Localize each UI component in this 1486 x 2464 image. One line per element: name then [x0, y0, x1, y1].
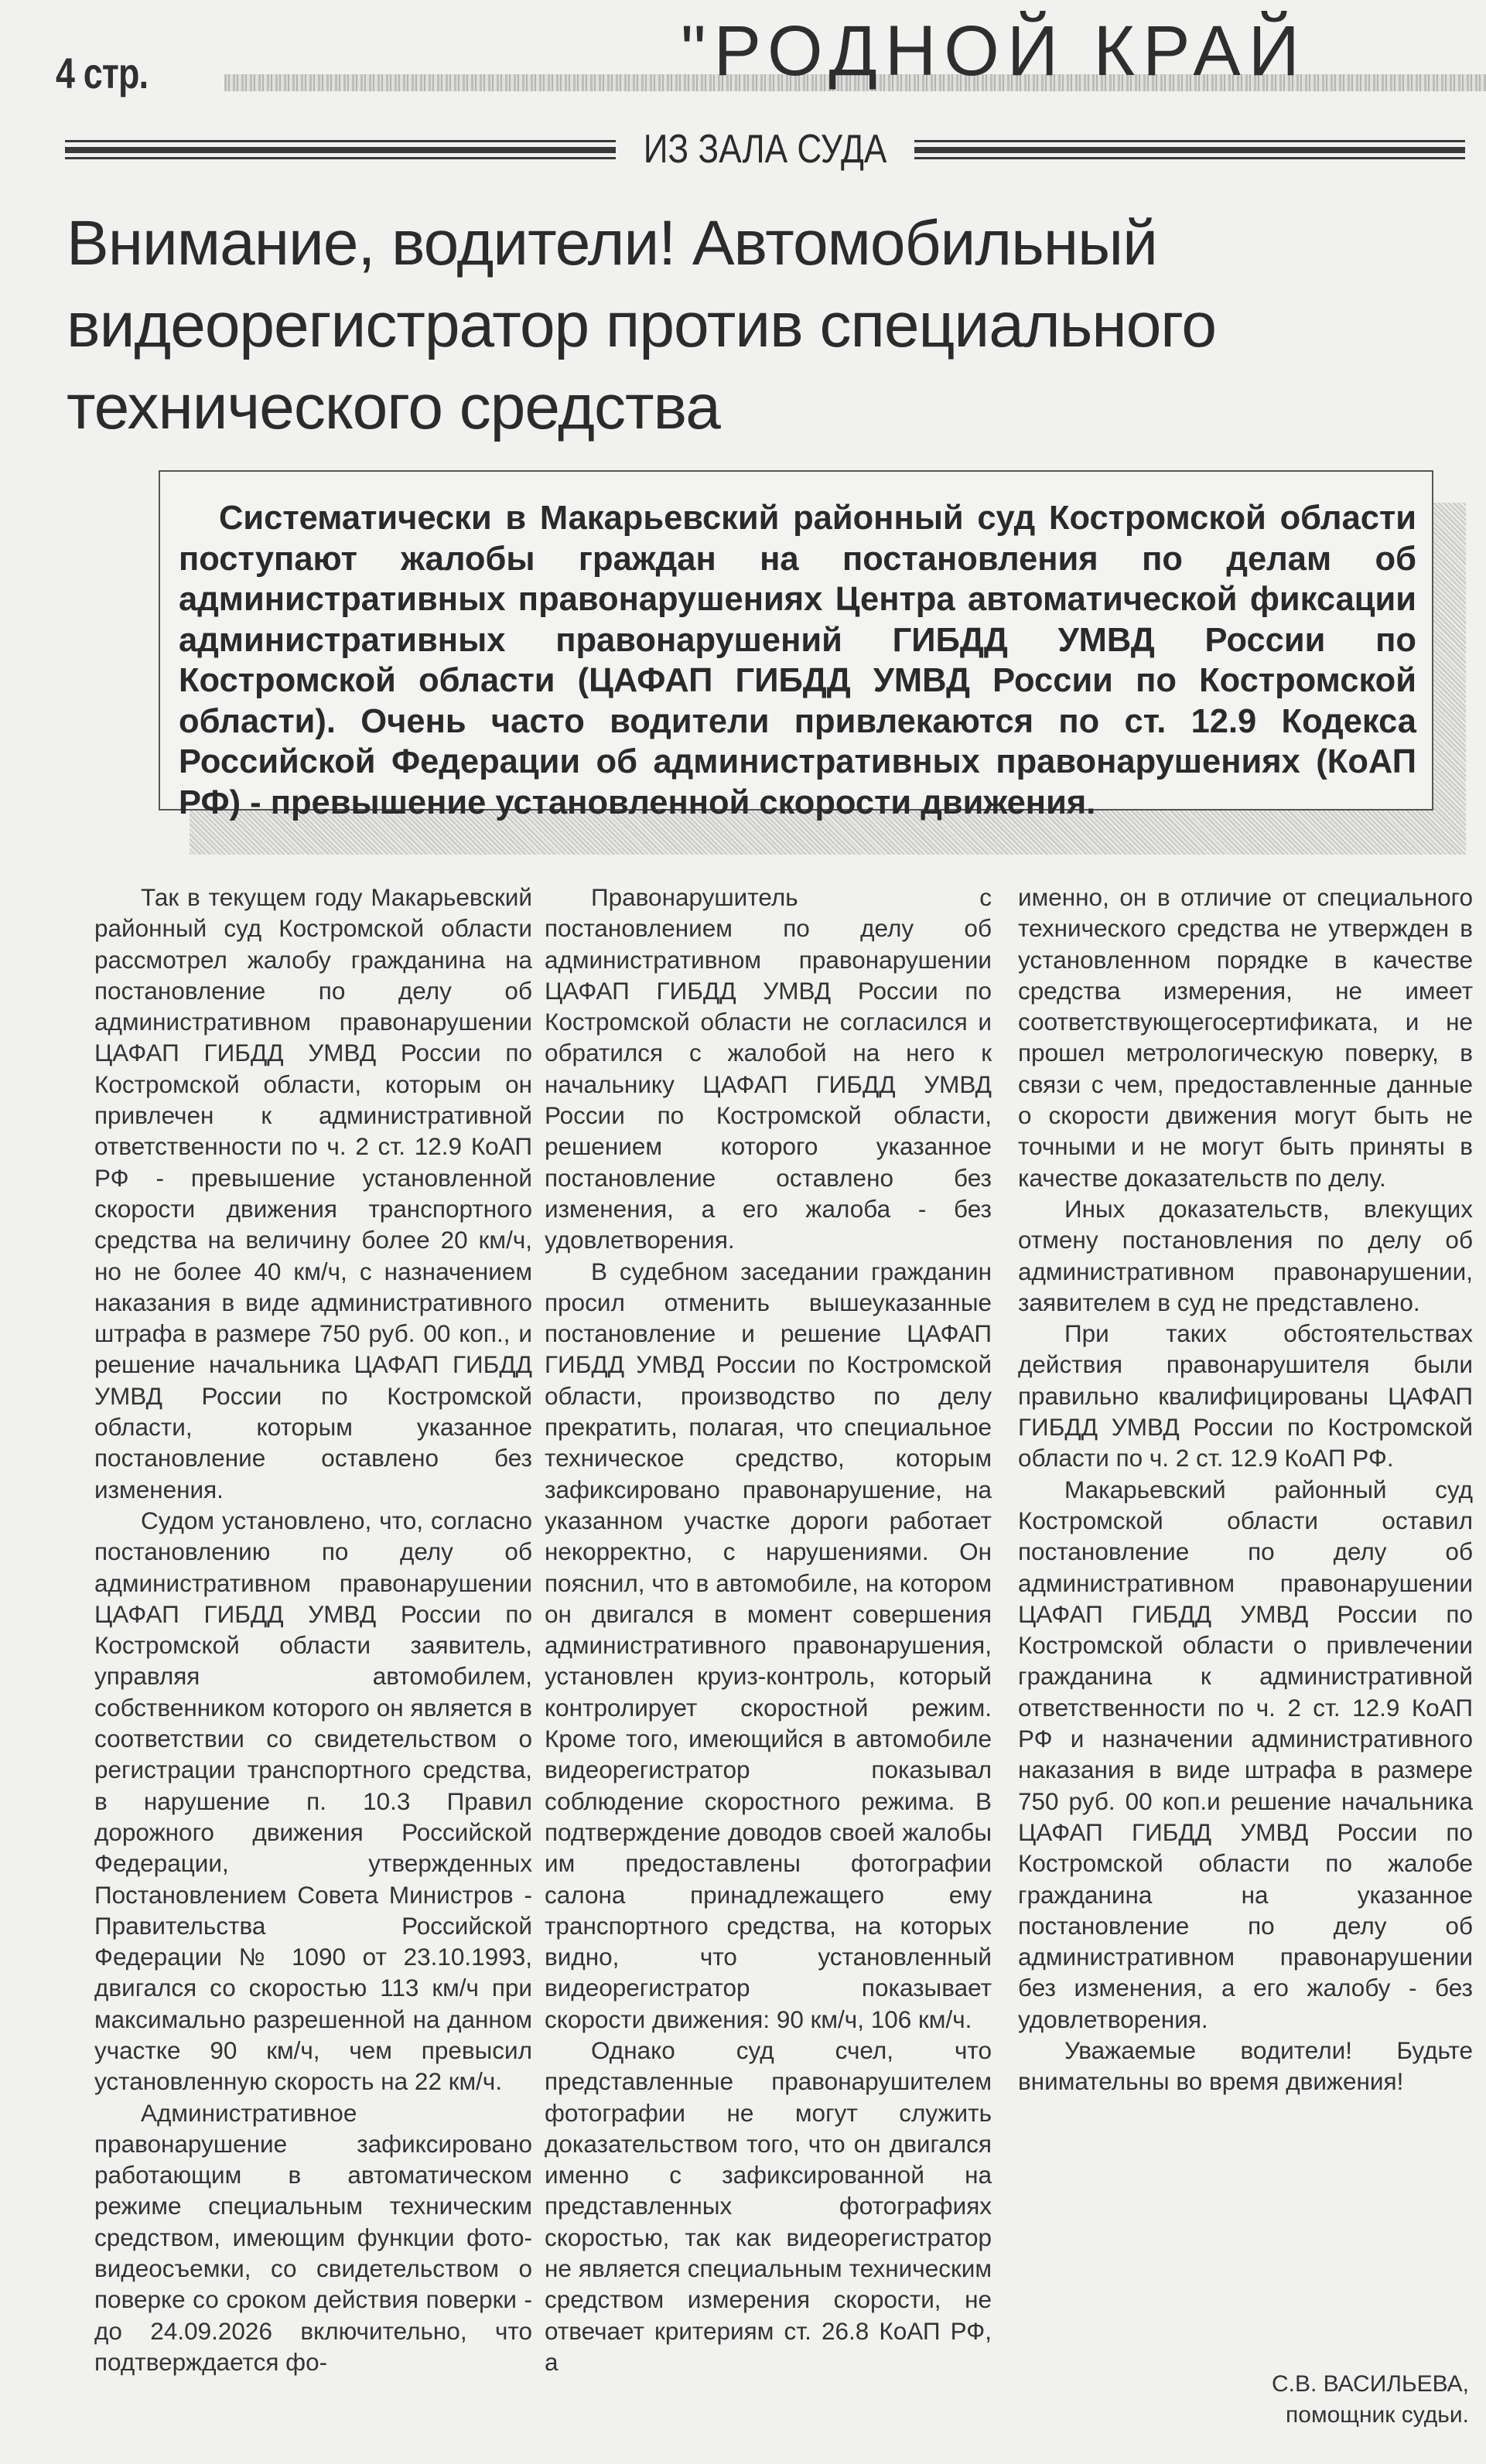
- lead-box: [159, 470, 1433, 821]
- article-column-1: [94, 882, 532, 2377]
- article-headline: Внимание, водители! Автомобильный видеорегистратор против специального технического средства: [67, 208, 1217, 442]
- rubric-bar: [65, 122, 1465, 176]
- paragraph: Правонарушитель с постановлением по делу об административном правонарушении ЦАФАП ГИБДД УМВД России по Костромской области не согласился и обратился с жалобой на него к начальнику ЦАФАП ГИБДД УМВД России по Костромской области, решением которого указанное постановление оставлено без изменения, а его жалоба - без удовлетворения.: [545, 883, 992, 1254]
- paragraph: В судебном заседании гражданин просил отменить вышеуказанные постановление и решение ЦАФАП ГИБДД УМВД России по Костромской области, производство по делу прекратить, полагая, что специальное техническое средство, которым зафиксировано правонарушение, на указанном участке дороги работает некорректно, с нарушениями. Он пояснил, что в автомобиле, на котором он двигался в момент совершения административного правонарушения, установлен круиз-контроль, который контролирует скоростной режим. Кроме того, имеющийся в автомобиле видеорегистратор показывал соблюдение скоростного режима. В подтверждение доводов своей жалобы им предоставлены фотографии салона принадлежащего ему транспортного средства, на которых видно, что установленный видеорегистратор показывает скорости движения: 90 км/ч, 106 км/ч.: [545, 1257, 992, 2033]
- paragraph: Уважаемые водители! Будьте внимательны во время движения!: [1018, 2036, 1473, 2096]
- author-name: С.В. ВАСИЛЬЕВА,: [1271, 2371, 1469, 2397]
- paragraph: Иных доказательств, влекущих отмену постановления по делу об административном правонарушении, заявителем в суд не представлено.: [1018, 1194, 1473, 1316]
- paragraph: Судом установлено, что, согласно постановлению по делу об административном правонарушении ЦАФАП ГИБДД УМВД России по Костромской области заявитель, управляя автомобилем, собственником которого он является в соответствии со свидетельством о регистрации транспортного средства, в нарушение п. 10.3 Правил дорожного движения Российской Федерации, утвержденных Постановлением Совета Министров - Правительства Российской Федерации № 1090 от 23.10.1993, двигался со скоростью 113 км/ч при максимально разрешенной на данном участке 90 км/ч, чем превысил установленную скорость на 22 км/ч.: [94, 1506, 532, 2096]
- rubric-label: ИЗ ЗАЛА СУДА: [643, 127, 887, 172]
- paragraph: При таких обстоятельствах действия правонарушителя были правильно квалифицированы ЦАФАП ГИБДД УМВД России по Костромской области по ч. 2 ст. 12.9 КоАП РФ.: [1018, 1319, 1473, 1473]
- rubric-rule-left: [65, 138, 616, 160]
- lead-paragraph: Систематически в Макарьевский районный суд Костромской области поступают жалобы граждан на постановления по делам об административных правонарушениях Центра автоматической фиксации административных правонарушений ГИБДД УМВД России по Костромской области (ЦАФАП ГИБДД УМВД России по Костромской области). Очень часто водители привлекаются по ст. 12.9 Кодекса Российской Федерации об административных правонарушениях (КоАП РФ) - превышение установленной скорости движения.: [179, 500, 1416, 821]
- paragraph: именно, он в отличие от специального технического средства не утвержден в установленном порядке в качестве средства измерения, не имеет соответствующегосертификата, и не прошел метрологическую поверку, в связи с чем, предоставленные данные о скорости движения могут быть не точными и не могут быть приняты в качестве доказательств по делу.: [1018, 883, 1473, 1192]
- rubric-rule-right: [914, 138, 1465, 160]
- article-column-3: [1018, 882, 1473, 2097]
- paragraph: Административное правонарушение зафиксировано работающим в автоматическом режиме специальным техническим средством, имеющим функции фото- видеосъемки, со свидетельством о поверке со сроком действия поверки - до 24.09.2026 включительно, что подтверждается фо-: [94, 2098, 532, 2376]
- paragraph: Однако суд счел, что представленные правонарушителем фотографии не могут служить доказательством того, что он двигался именно с зафиксированной на представленных фотографиях скоростью, так как видеорегистратор не является специальным техническим средством измерения скорости, не отвечает критериям ст. 26.8 КоАП РФ, а: [545, 2036, 992, 2376]
- page-number: 4 стр.: [56, 49, 149, 97]
- author-signature: [1272, 2369, 1469, 2431]
- newspaper-title: "РОДНОЙ КРАЙ: [681, 12, 1307, 90]
- author-position: помощник судьи.: [1286, 2402, 1469, 2428]
- paragraph: Так в текущем году Макарьевский районный суд Костромской области рассмотрел жалобу гражданина на постановление по делу об административном правонарушении ЦАФАП ГИБДД УМВД России по Костромской области, которым он привлечен к административной ответственности по ч. 2 ст. 12.9 КоАП РФ - превышение установленной скорости движения транспортного средства на величину более 20 км/ч, но не более 40 км/ч, с назначением наказания в виде административного штрафа в размере 750 руб. 00 коп., и решение начальника ЦАФАП ГИБДД УМВД России по Костромской области, которым указанное постановление оставлено без изменения.: [94, 883, 532, 1503]
- paragraph: Макарьевский районный суд Костромской области оставил постановление по делу об административном правонарушении ЦАФАП ГИБДД УМВД России по Костромской области о привлечении гражданина к административной ответственности по ч. 2 ст. 12.9 КоАП РФ и назначении административного наказания в виде штрафа в размере 750 руб. 00 коп.и решение начальника ЦАФАП ГИБДД УМВД России по Костромской области по жалобе гражданина на указанное постановление по делу об административном правонарушении без изменения, а его жалобу - без удовлетворения.: [1018, 1475, 1473, 2033]
- article-column-2: [545, 882, 992, 2377]
